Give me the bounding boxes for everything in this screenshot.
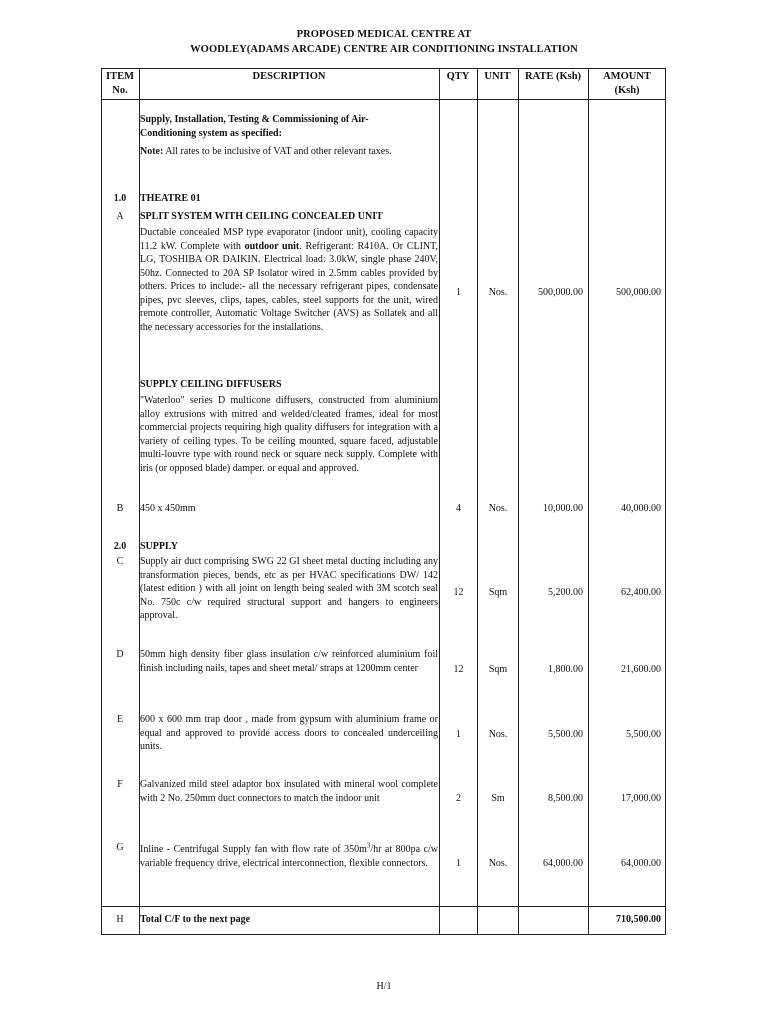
document-title-line2: WOODLEY(ADAMS ARCADE) CENTRE AIR CONDITIONING INSTALLATION <box>190 44 578 55</box>
total-label: Total C/F to the next page <box>140 914 251 925</box>
item-letter: C <box>116 556 124 567</box>
section-title: SUPPLY <box>140 541 178 552</box>
item-rate: 10,000.00 <box>543 503 583 514</box>
item-letter: F <box>117 779 123 790</box>
item-qty: 1 <box>456 729 461 740</box>
item-letter: E <box>116 714 124 725</box>
item-qty: 4 <box>456 503 461 514</box>
item-rate: 8,500.00 <box>548 793 583 804</box>
item-amount: 5,500.00 <box>626 729 661 740</box>
item-amount: 62,400.00 <box>621 587 661 598</box>
item-letter: B <box>116 503 124 514</box>
intro-note: Note: All rates to be inclusive of VAT and other relevant taxes. <box>140 146 392 157</box>
header-amount: AMOUNT (Ksh) <box>603 71 651 96</box>
document-title-line1: PROPOSED MEDICAL CENTRE AT <box>296 29 472 40</box>
item-unit: Nos. <box>488 287 508 298</box>
item-unit: Sqm <box>488 664 508 675</box>
item-qty: 1 <box>456 287 461 298</box>
page-number: H/1 <box>376 981 392 992</box>
header-description: DESCRIPTION <box>252 71 326 82</box>
header-rate: RATE (Ksh) <box>524 71 582 82</box>
section-number: 2.0 <box>113 541 127 552</box>
item-rate: 500,000.00 <box>538 287 583 298</box>
item-qty: 12 <box>453 587 464 598</box>
item-unit: Nos. <box>488 858 508 869</box>
total-amount: 710,500.00 <box>616 914 661 925</box>
item-description: Galvanized mild steel adaptor box insulated with mineral wool complete with 2 No. 250mm duct connectors to match the indoor unit <box>140 779 438 804</box>
item-description: Supply air duct comprising SWG 22 GI sheet metal ducting including any transformation pieces, bends, etc as per HVAC specifications DW/ 142 (latest edition ) with all joint on length being sealed with 3M scotch seal No. 750c c/w required structural support and hangers to engineers approval. <box>140 556 438 621</box>
header-qty: QTY <box>446 71 470 82</box>
item-rate: 64,000.00 <box>543 858 583 869</box>
item-description: 600 x 600 mm trap door , made from gypsum with aluminium frame or equal and approved to provide access doors to concealed underceiling units. <box>140 714 438 752</box>
item-description: Ductable concealed MSP type evaporator (indoor unit), cooling capacity 11.2 kW. Complete with outdoor unit. Refrigerant: R410A. Or CLINT, LG, TOSHIBA OR DAIKIN. Electrical load: 3.0kW, single phase 240V, 50hz. Connected to 20A SP Isolator wired in 2.5mm cables provided by others. Prices to include:- all the necessary refrigerant pipes, condensate pipes, pvc sleeves, clips, tapes, cables, steel supports for the unit, wired remote controller, Automatic Voltage Switcher (AVS) as Sollatek and all the necessary accessories for the installations. <box>140 227 438 333</box>
item-letter: D <box>116 649 124 660</box>
diffusers-description: "Waterloo" series D multicone diffusers, constructed from aluminium alloy extrusions with mitred and welded/cleated frames, ideal for most commercial projects requiring high quality diffusers for integration with a variety of ceiling types. To be ceiling mounted, square faced, adjustable multi-louvre type with round neck or square neck supply. Complete with iris (or opposed blade) damper. or equal and approved. <box>140 395 438 474</box>
item-amount: 17,000.00 <box>621 793 661 804</box>
item-rate: 1,800.00 <box>548 664 583 675</box>
item-heading: SPLIT SYSTEM WITH CEILING CONCEALED UNIT <box>140 211 383 222</box>
section-title: THEATRE 01 <box>140 193 201 204</box>
header-unit: UNIT <box>484 71 511 82</box>
item-description: 50mm high density fiber glass insulation c/w reinforced aluminium foil finish including nails, tapes and sheet metal/ straps at 1200mm center <box>140 649 438 674</box>
item-amount: 64,000.00 <box>621 858 661 869</box>
divider-unit-rate <box>518 68 519 935</box>
total-letter: H <box>116 914 124 925</box>
section-number: 1.0 <box>113 193 127 204</box>
item-rate: 5,500.00 <box>548 729 583 740</box>
divider-qty-unit <box>477 68 478 935</box>
item-amount: 21,600.00 <box>621 664 661 675</box>
item-unit: Sm <box>491 793 505 804</box>
item-unit: Nos. <box>488 503 508 514</box>
item-description: 450 x 450mm <box>140 503 196 514</box>
item-unit: Nos. <box>488 729 508 740</box>
header-rule <box>101 99 666 100</box>
item-qty: 2 <box>456 793 461 804</box>
item-letter: A <box>116 211 124 222</box>
item-amount: 500,000.00 <box>616 287 661 298</box>
item-qty: 1 <box>456 858 461 869</box>
item-letter: G <box>116 842 124 853</box>
total-row-rule <box>101 906 666 907</box>
divider-rate-amount <box>588 68 589 935</box>
item-description: Inline - Centrifugal Supply fan with flow rate of $350m^3/hr$ at 800pa c/w variable frequency drive, electrical interconnection, flexible connectors. <box>140 841 438 869</box>
item-amount: 40,000.00 <box>621 503 661 514</box>
item-qty: 12 <box>453 664 464 675</box>
intro-heading: Supply, Installation, Testing & Commissioning of Air- Conditioning system as specified: <box>140 114 369 139</box>
header-item-no: ITEM No. <box>105 71 134 96</box>
item-unit: Sqm <box>488 587 508 598</box>
diffusers-heading: SUPPLY CEILING DIFFUSERS <box>140 379 282 390</box>
divider-description-qty <box>439 68 440 935</box>
item-rate: 5,200.00 <box>548 587 583 598</box>
